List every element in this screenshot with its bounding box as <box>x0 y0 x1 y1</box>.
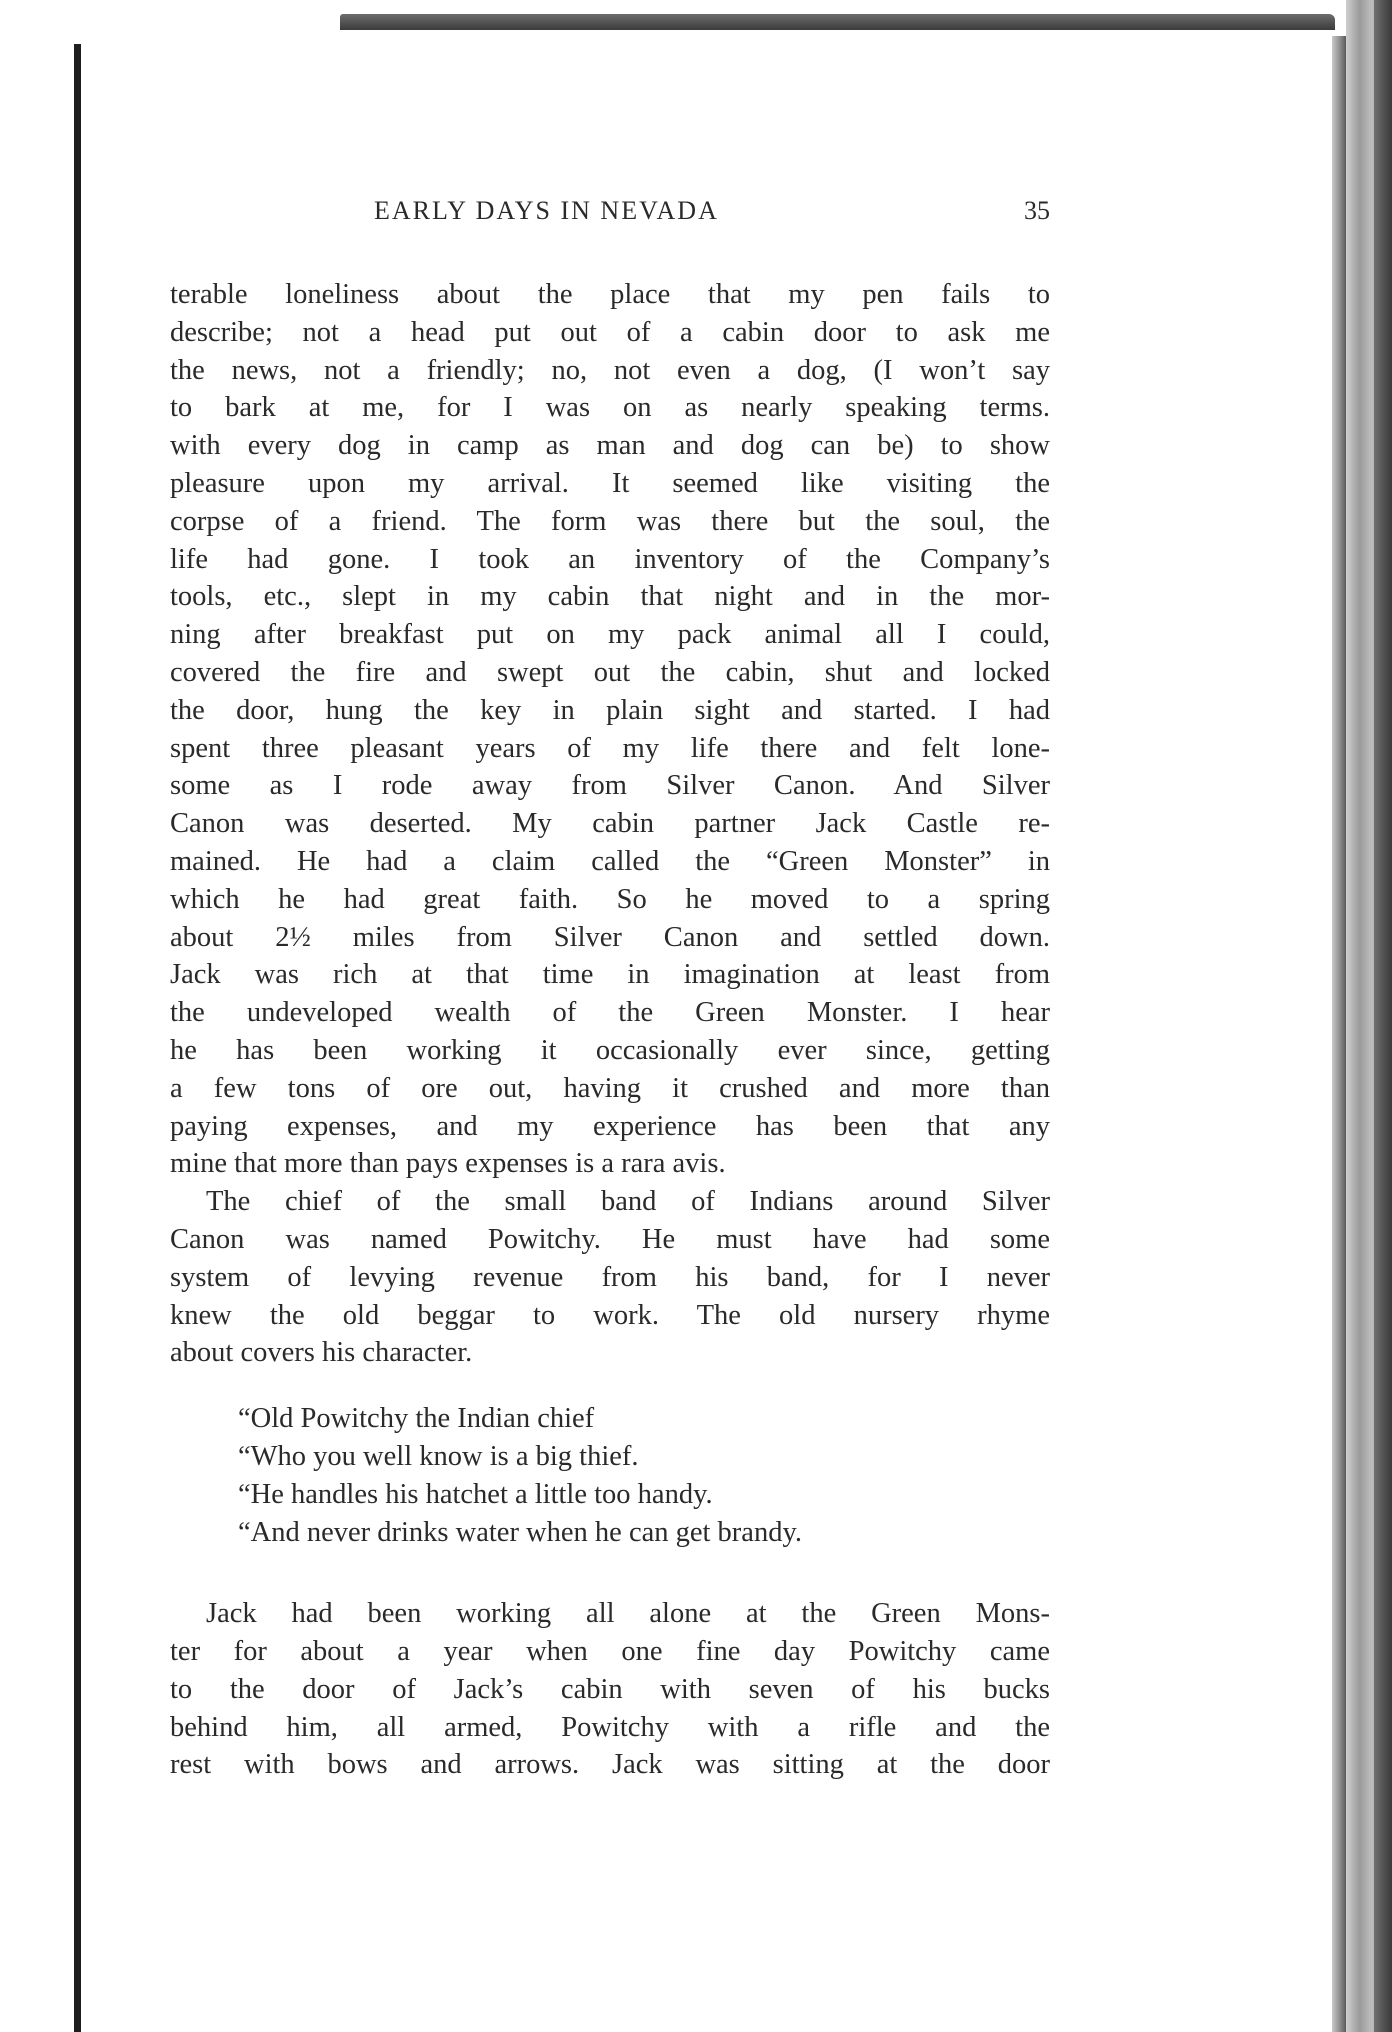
text-line: corpse of a friend. The form was there but the soul, the <box>170 505 1050 537</box>
text-line: terable loneliness about the place that my pen fails to <box>170 279 1050 310</box>
text-line: to the door of Jack’s cabin with seven of his bucks <box>170 1673 1050 1705</box>
text-line: about covers his character. <box>170 1337 473 1369</box>
text-line: spent three pleasant years of my life there and felt lone- <box>170 732 1050 764</box>
text-line: mained. He had a claim called the “Green Monster” in <box>170 845 1050 877</box>
text-line: the news, not a friendly; no, not even a dog, (I won’t say <box>170 354 1050 386</box>
text-line: system of levying revenue from his band, for I never <box>170 1261 1050 1293</box>
text-line: covered the fire and swept out the cabin, shut and locked <box>170 656 1050 688</box>
text-line: with every dog in camp as man and dog can be) to show <box>170 430 1050 462</box>
text-line: which he had great faith. So he moved to a spring <box>170 883 1050 915</box>
text-line: ning after breakfast put on my pack animal all I could, <box>170 619 1050 651</box>
text-line: Canon was deserted. My cabin partner Jack Castle re- <box>170 808 1050 840</box>
text-line: behind him, all armed, Powitchy with a rifle and the <box>170 1711 1050 1743</box>
text-line: life had gone. I took an inventory of the Company’s <box>170 543 1050 575</box>
text-line: rest with bows and arrows. Jack was sitting at the door <box>170 1749 1050 1781</box>
text-line: knew the old beggar to work. The old nursery rhyme <box>170 1299 1050 1331</box>
verse-line: “He handles his hatchet a little too handy. <box>238 1478 713 1510</box>
text-line: the door, hung the key in plain sight and started. I had <box>170 694 1050 726</box>
text-line: to bark at me, for I was on as nearly speaking terms. <box>170 392 1050 424</box>
text-line: The chief of the small band of Indians around Silver <box>206 1186 1050 1218</box>
verse-rhyme <box>170 1400 1050 1551</box>
text-line: about 2½ miles from Silver Canon and settled down. <box>170 921 1050 953</box>
text-line: he has been working it occasionally ever since, getting <box>170 1034 1050 1066</box>
paragraph-2 <box>170 1183 1050 1372</box>
book-gutter-shadow <box>1332 36 1346 2032</box>
running-title: EARLY DAYS IN NEVADA <box>374 196 719 225</box>
verse-line: “Old Powitchy the Indian chief <box>238 1403 595 1435</box>
text-line: Canon was named Powitchy. He must have had some <box>170 1223 1050 1255</box>
book-top-edge <box>340 14 1335 30</box>
running-head <box>170 196 1050 236</box>
verse-line: “And never drinks water when he can get brandy. <box>238 1516 802 1548</box>
paragraph-1 <box>170 276 1050 1183</box>
text-line: tools, etc., slept in my cabin that night and in the mor- <box>170 581 1050 613</box>
text-line: ter for about a year when one fine day Powitchy came <box>170 1636 1050 1668</box>
text-line: Jack had been working all alone at the Green Mons- <box>206 1598 1050 1630</box>
text-line: the undeveloped wealth of the Green Monster. I hear <box>170 997 1050 1029</box>
body-text <box>170 276 1050 1784</box>
text-line: paying expenses, and my experience has been that any <box>170 1110 1050 1142</box>
text-line: a few tons of ore out, having it crushed and more than <box>170 1072 1050 1104</box>
text-line: mine that more than pays expenses is a rara avis. <box>170 1148 726 1180</box>
text-line: some as I rode away from Silver Canon. And Silver <box>170 770 1050 802</box>
book-left-edge <box>74 44 81 2032</box>
page-number: 35 <box>1024 196 1050 225</box>
book-spine-shadow <box>1374 0 1392 2032</box>
text-line: describe; not a head put out of a cabin door to ask me <box>170 316 1050 348</box>
book-page <box>170 196 1050 1781</box>
verse-line: “Who you well know is a big thief. <box>238 1440 639 1472</box>
paragraph-3 <box>170 1595 1050 1784</box>
text-line: pleasure upon my arrival. It seemed like visiting the <box>170 467 1050 499</box>
text-line: Jack was rich at that time in imagination at least from <box>170 959 1050 991</box>
